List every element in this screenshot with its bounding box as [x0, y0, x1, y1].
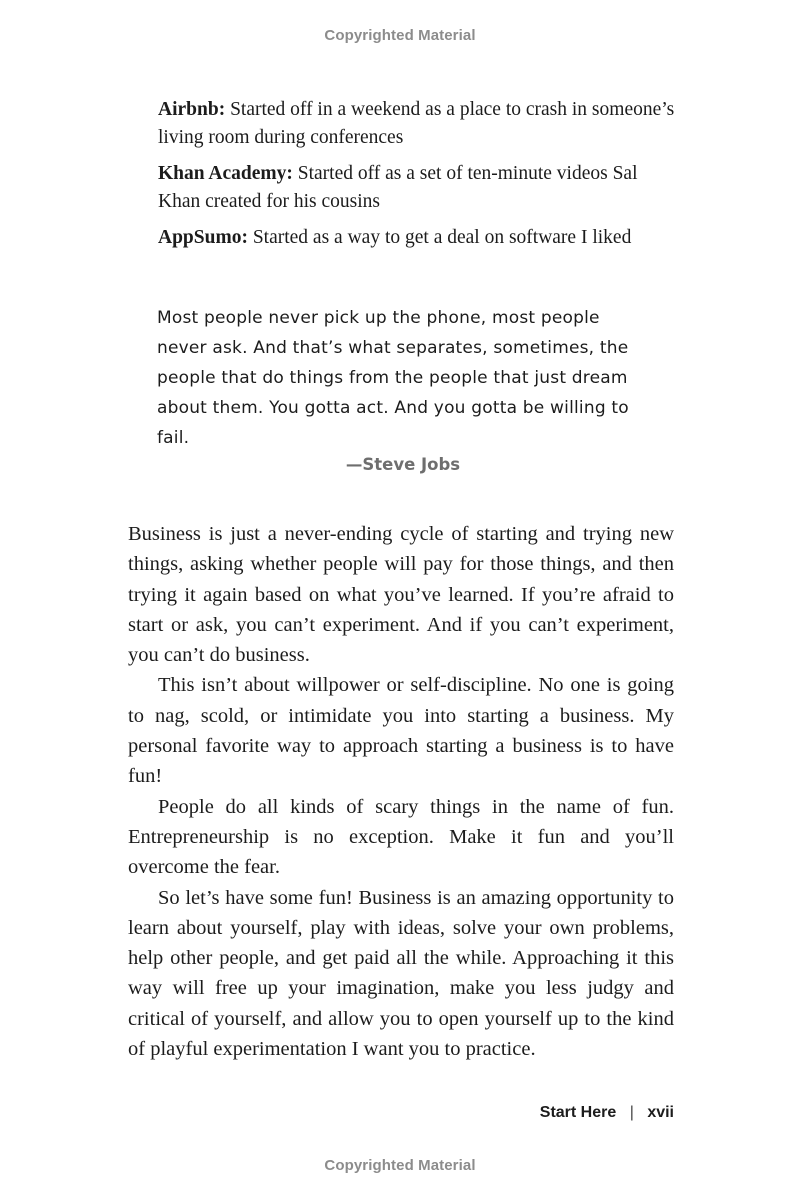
example-name: Khan Academy:	[158, 163, 293, 184]
epigraph-quote: Most people never pick up the phone, most people never ask. And that’s what separates, sometimes, the people that do things from the people that just dream about them. You gotta act. And you gotta be willing to fail.	[157, 308, 629, 448]
page-number: xvii	[647, 1104, 674, 1121]
example-entry	[158, 96, 678, 152]
copyright-watermark-bottom: Copyrighted Material	[324, 1157, 476, 1174]
paragraph: People do all kinds of scary things in the name of fun. Entrepreneurship is no exception. Make it fun and you’ll overcome the fear.	[128, 795, 674, 879]
example-text: Started off as a set of ten-minute videos Sal Khan created for his cousins	[158, 163, 638, 212]
example-text: Started off in a weekend as a place to crash in someone’s living room during conferences	[158, 99, 675, 148]
example-name: Airbnb:	[158, 99, 226, 120]
example-text: Started as a way to get a deal on software I liked	[252, 227, 632, 248]
example-name: AppSumo:	[158, 227, 248, 248]
paragraph: Business is just a never-ending cycle of starting and trying new things, asking whether people will pay for those things, and then trying it again based on what you’ve learned. If you’re afraid to start or ask, you can’t experiment. And if you can’t experiment, you can’t do business.	[128, 523, 674, 667]
section-title: Start Here	[539, 1104, 617, 1121]
example-entry	[158, 224, 678, 252]
quote-attribution	[157, 455, 649, 474]
copyright-watermark-top: Copyrighted Material	[324, 27, 476, 44]
running-footer	[540, 1104, 674, 1122]
paragraph: So let’s have some fun! Business is an amazing opportunity to learn about yourself, play with ideas, solve your own problems, help other people, and get paid all the while. Approaching it this way will free up your imagination, make you less judgy and critical of yourself, and allow you to open yourself up to the kind of playful experimentation I want you to practice.	[128, 886, 674, 1061]
quote-author: —Steve Jobs	[345, 455, 461, 474]
footer-separator: |	[629, 1104, 634, 1121]
paragraph: This isn’t about willpower or self-discipline. No one is going to nag, scold, or intimidate you into starting a business. My personal favorite way to approach starting a business is to have fun!	[128, 674, 674, 788]
company-examples-list	[158, 96, 678, 260]
body-text	[128, 519, 674, 1064]
example-entry	[158, 160, 678, 216]
